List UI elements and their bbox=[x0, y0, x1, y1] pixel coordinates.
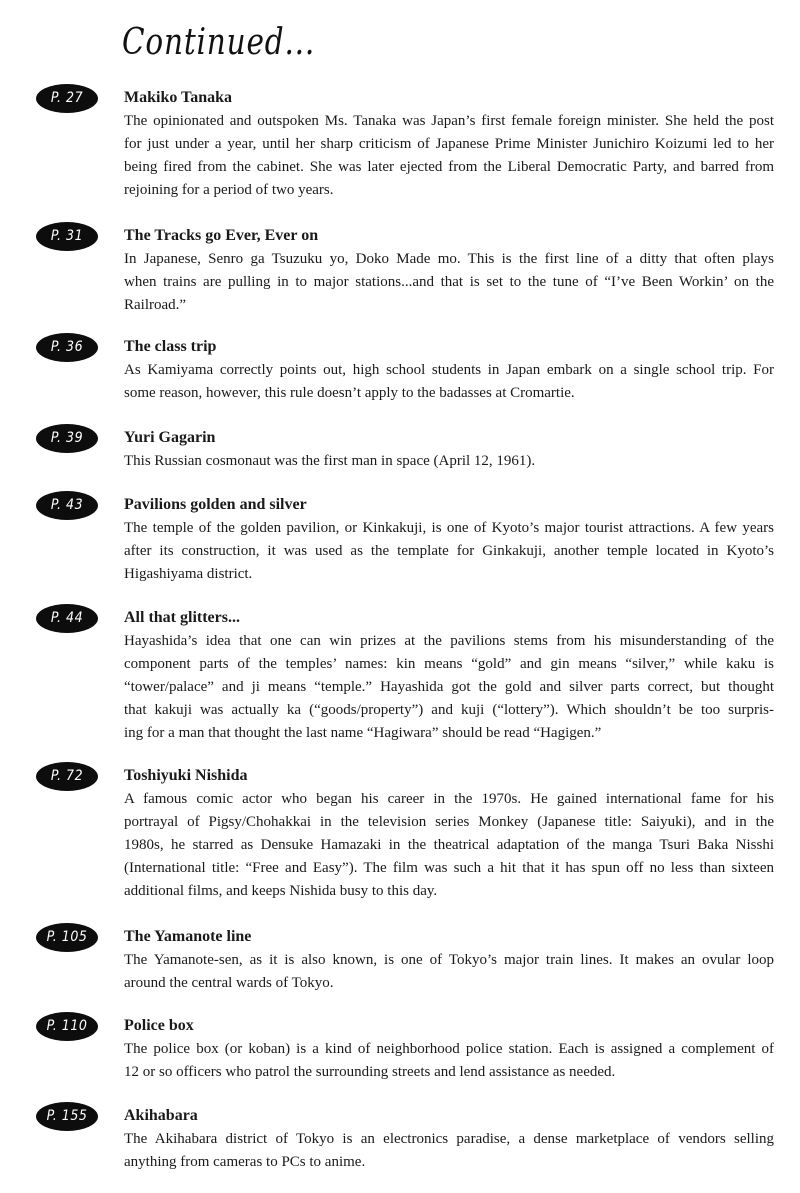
page-reference-badge: P. 105 bbox=[36, 923, 98, 952]
note-body bbox=[124, 1128, 774, 1174]
note-body-line: that kakuji was actually ka (“goods/property”) and kuji (“lottery”). Which shouldn’t be too surpris- bbox=[124, 702, 774, 718]
note-title: Makiko Tanaka bbox=[124, 89, 233, 106]
page-reference-badge: P. 110 bbox=[36, 1012, 98, 1041]
note-body-line: The police box (or koban) is a kind of neighborhood police station. Each is assigned a complement of bbox=[124, 1041, 774, 1057]
note-body-line: additional films, and keeps Nishida busy to this day. bbox=[124, 883, 438, 899]
note-body-line: Hayashida’s idea that one can win prizes at the pavilions stems from his misunderstanding of the bbox=[124, 633, 774, 649]
note-body-line: for just under a year, until her sharp criticism of Japanese Prime Minister Junichiro Koizumi led to her bbox=[124, 136, 774, 152]
note-body-line: The opinionated and outspoken Ms. Tanaka was Japan’s first female foreign minister. She held the post bbox=[124, 113, 774, 129]
note-body-line: The Yamanote-sen, as it is also known, is one of Tokyo’s major train lines. It makes an ovular loop bbox=[124, 952, 774, 968]
note-body-line: component parts of the temples’ names: kin means “gold” and gin means “silver,” while kaku is bbox=[124, 656, 774, 672]
note-body bbox=[124, 630, 774, 745]
page-reference-badge: P. 31 bbox=[36, 222, 98, 251]
note-body-line: Railroad.” bbox=[124, 297, 187, 313]
note-body-line: anything from cameras to PCs to anime. bbox=[124, 1154, 366, 1170]
note-body-line: In Japanese, Senro ga Tsuzuku yo, Doko Made mo. This is the first line of a ditty that often plays bbox=[124, 251, 774, 267]
note-body-line: A famous comic actor who began his career in the 1970s. He gained international fame for his bbox=[124, 791, 774, 807]
note-body bbox=[124, 1038, 774, 1084]
page-reference-badge: P. 72 bbox=[36, 762, 98, 791]
note-body-line: Higashiyama district. bbox=[124, 566, 253, 582]
note-title: The Yamanote line bbox=[124, 928, 252, 945]
note-title: The class trip bbox=[124, 338, 217, 355]
page-reference-badge: P. 44 bbox=[36, 604, 98, 633]
note-body-line: The Akihabara district of Tokyo is an electronics paradise, a dense marketplace of vendors selling bbox=[124, 1131, 774, 1147]
note-body bbox=[124, 359, 774, 405]
note-body-line: being fired from the cabinet. She was later ejected from the Liberal Democratic Party, and barred from bbox=[124, 159, 774, 175]
note-body-line: portrayal of Pigsy/Chohakkai in the television series Monkey (Japanese title: Saiyuki), and in the bbox=[124, 814, 774, 830]
note-body-line: when trains are pulling in to major stations...and that is set to the tune of “I’ve Been Workin’ on the bbox=[124, 274, 774, 290]
note-body-line: The temple of the golden pavilion, or Kinkakuji, is one of Kyoto’s major tourist attractions. A few years bbox=[124, 520, 774, 536]
note-body-line: 12 or so officers who patrol the surrounding streets and lend assistance as needed. bbox=[124, 1064, 616, 1080]
note-title: The Tracks go Ever, Ever on bbox=[124, 227, 319, 244]
note-body bbox=[124, 110, 774, 202]
note-body-line: ing for a man that thought the last name “Hagiwara” should be read “Hagigen.” bbox=[124, 725, 602, 741]
page-reference-badge: P. 39 bbox=[36, 424, 98, 453]
note-body-line: 1980s, he starred as Densuke Hamazaki in the theatrical adaptation of the manga Tsuri Baka Nisshi bbox=[124, 837, 774, 853]
note-body-line: (International title: “Free and Easy”). The film was such a hit that it has spun off no less than sixteen bbox=[124, 860, 774, 876]
note-body-line: This Russian cosmonaut was the first man in space (April 12, 1961). bbox=[124, 453, 536, 469]
note-title: Akihabara bbox=[124, 1107, 198, 1124]
page-reference-badge: P. 43 bbox=[36, 491, 98, 520]
note-body-line: after its construction, it was used as the template for Ginkakuji, another temple located in Kyoto’s bbox=[124, 543, 774, 559]
note-body bbox=[124, 788, 774, 903]
note-title: Police box bbox=[124, 1017, 194, 1034]
note-body bbox=[124, 517, 774, 586]
page-heading: Continued... bbox=[122, 22, 316, 63]
note-body-line: As Kamiyama correctly points out, high school students in Japan embark on a single school trip. For bbox=[124, 362, 774, 378]
note-body bbox=[124, 248, 774, 317]
note-title: Pavilions golden and silver bbox=[124, 496, 307, 513]
note-title: Toshiyuki Nishida bbox=[124, 767, 248, 784]
note-title: All that glitters... bbox=[124, 609, 240, 626]
page-reference-badge: P. 155 bbox=[36, 1102, 98, 1131]
note-body bbox=[124, 949, 774, 995]
note-title: Yuri Gagarin bbox=[124, 429, 216, 446]
page-reference-badge: P. 36 bbox=[36, 333, 98, 362]
page-reference-badge: P. 27 bbox=[36, 84, 98, 113]
note-body-line: some reason, however, this rule doesn’t apply to the badasses at Cromartie. bbox=[124, 385, 575, 401]
note-body-line: “tower/palace” and ji means “temple.” Hayashida got the gold and silver parts correct, but thought bbox=[124, 679, 774, 695]
note-body-line: rejoining for a period of two years. bbox=[124, 182, 334, 198]
note-body bbox=[124, 450, 774, 473]
note-body-line: around the central wards of Tokyo. bbox=[124, 975, 334, 991]
